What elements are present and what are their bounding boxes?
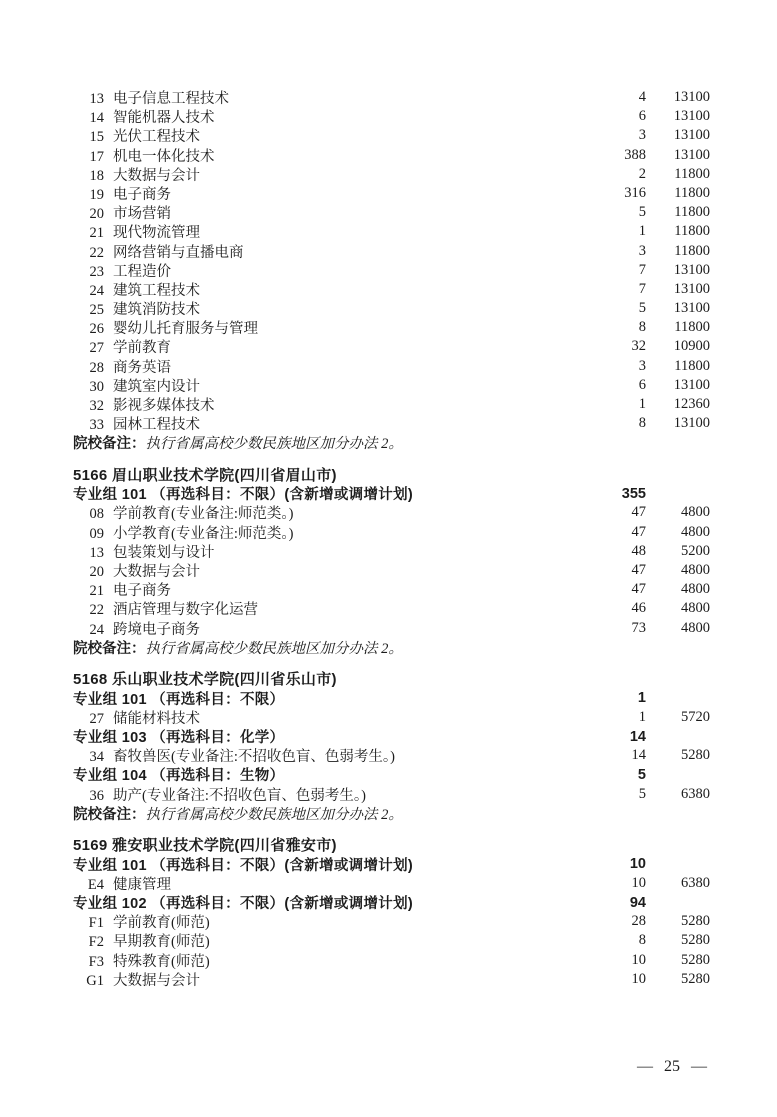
tuition-fee: 4800 — [681, 581, 710, 598]
plan-count: 8 — [638, 319, 646, 336]
school-title: 5168 乐山职业技术学院(四川省乐山市) — [73, 671, 337, 689]
major-row-left — [73, 145, 586, 166]
plan-count: 7 — [638, 261, 646, 278]
tuition-fee: 4800 — [681, 619, 710, 636]
plan-count: 6 — [638, 108, 646, 125]
major-name: 影视多媒体技术 — [113, 398, 215, 414]
major-code: 30 — [89, 378, 104, 395]
plan-count: 8 — [638, 932, 646, 949]
plan-table — [73, 87, 710, 988]
major-row — [73, 873, 710, 892]
plan-count: 73 — [631, 619, 646, 636]
tuition-fee: 11800 — [674, 165, 710, 182]
major-name: 储能材料技术 — [113, 710, 200, 727]
major-row — [73, 745, 710, 764]
school-remark-row — [73, 432, 710, 451]
major-code: 27 — [89, 710, 104, 727]
remark-label: 院校备注： — [73, 806, 146, 823]
major-code: 34 — [89, 749, 104, 766]
major-row — [73, 221, 710, 240]
major-name: 学前教育(专业备注:师范类。) — [113, 506, 294, 523]
major-row — [73, 375, 710, 394]
major-row — [73, 260, 710, 279]
tuition-fee: 11800 — [674, 223, 710, 240]
major-row — [73, 502, 710, 521]
major-row-left — [73, 522, 586, 543]
major-name: 现代物流管理 — [113, 225, 200, 242]
group-label: 专业组 101 （再选科目：不限）(含新增或调增计划) — [73, 487, 414, 504]
major-code: 15 — [89, 129, 104, 146]
major-row — [73, 618, 710, 637]
major-row-left — [73, 745, 586, 766]
major-row — [73, 87, 710, 106]
remark-text: 执行省属高校少数民族地区加分办法 2。 — [145, 806, 403, 823]
major-row — [73, 164, 710, 183]
plan-count: 2 — [638, 165, 646, 182]
major-name: 电子信息工程技术 — [113, 91, 229, 107]
major-row-left — [73, 221, 586, 242]
major-row-left — [73, 106, 586, 127]
major-row-left — [73, 241, 586, 262]
major-row-left — [73, 413, 586, 434]
major-name: 大数据与会计 — [113, 972, 200, 989]
major-row-left — [73, 394, 586, 415]
tuition-fee: 13100 — [673, 280, 710, 297]
tuition-fee: 11800 — [674, 184, 710, 201]
tuition-fee: 13100 — [673, 415, 710, 432]
major-code: 24 — [89, 282, 104, 299]
tuition-fee: 13100 — [673, 89, 710, 105]
plan-count: 47 — [631, 504, 646, 521]
major-row-left — [73, 930, 586, 951]
major-row-left — [73, 164, 586, 185]
group-plan-count: 5 — [637, 766, 646, 783]
tuition-fee: 5280 — [681, 951, 710, 968]
major-name: 早期教育(师范) — [113, 934, 210, 951]
tuition-fee: 12360 — [673, 396, 710, 412]
plan-count: 3 — [638, 127, 646, 144]
tuition-fee: 11800 — [674, 357, 710, 374]
major-name: 建筑室内设计 — [113, 378, 200, 395]
plan-count: 3 — [638, 357, 646, 374]
major-name: 智能机器人技术 — [113, 110, 215, 127]
major-row — [73, 356, 710, 375]
plan-count: 46 — [631, 600, 646, 617]
tuition-fee: 11800 — [674, 204, 710, 221]
major-name: 建筑消防技术 — [113, 302, 200, 319]
remark-label: 院校备注： — [73, 640, 146, 657]
major-name: 助产(专业备注:不招收色盲、色弱考生。) — [113, 787, 366, 804]
major-group-row — [73, 764, 710, 783]
tuition-fee: 6380 — [681, 785, 710, 802]
major-name: 市场营销 — [113, 206, 171, 223]
major-group-row — [73, 688, 710, 707]
major-code: 13 — [89, 91, 104, 107]
tuition-fee: 5280 — [681, 913, 710, 930]
major-name: 电子商务 — [113, 186, 171, 203]
major-row — [73, 560, 710, 579]
major-row — [73, 279, 710, 298]
school-remark — [73, 637, 710, 658]
plan-count: 7 — [638, 280, 646, 297]
major-code: 25 — [89, 302, 104, 319]
major-name: 包装策划与设计 — [113, 544, 215, 561]
major-row — [73, 125, 710, 144]
plan-count: 1 — [638, 223, 646, 240]
page-footer — [637, 1058, 707, 1076]
major-group-row — [73, 854, 710, 873]
major-name: 小学教育(专业备注:师范类。) — [113, 525, 294, 542]
plan-count: 10 — [631, 970, 646, 987]
tuition-fee: 13100 — [673, 300, 710, 317]
group-label: 专业组 102 （再选科目：不限）(含新增或调增计划) — [73, 896, 414, 912]
tuition-fee: 11800 — [674, 319, 710, 336]
major-row — [73, 784, 710, 803]
plan-count: 3 — [638, 242, 646, 259]
major-row-left — [73, 541, 586, 562]
major-row — [73, 707, 710, 726]
plan-count: 32 — [631, 338, 646, 355]
tuition-fee: 13100 — [673, 261, 710, 278]
major-name: 健康管理 — [113, 876, 171, 893]
school-remark — [73, 432, 710, 453]
major-row-left — [73, 598, 586, 619]
major-row — [73, 969, 710, 988]
major-code: 21 — [89, 225, 104, 242]
tuition-fee: 4800 — [681, 562, 710, 578]
major-row-left — [73, 560, 586, 581]
major-row-left — [73, 279, 586, 300]
major-code: 28 — [89, 359, 104, 376]
major-row-left — [73, 260, 586, 281]
major-row — [73, 413, 710, 432]
major-name: 商务英语 — [113, 359, 171, 376]
plan-count: 4 — [638, 89, 646, 105]
plan-count: 10 — [631, 874, 646, 891]
school-title: 5166 眉山职业技术学院(四川省眉山市) — [73, 467, 337, 485]
major-row-left — [73, 87, 586, 108]
major-row-left — [73, 502, 586, 523]
major-row-left — [73, 911, 586, 932]
plan-count: 388 — [624, 146, 646, 163]
group-plan-count: 14 — [629, 728, 646, 745]
major-row — [73, 598, 710, 617]
major-code: 09 — [89, 525, 104, 542]
major-code: 22 — [89, 244, 104, 261]
plan-count: 14 — [631, 747, 646, 764]
major-code: 23 — [89, 263, 104, 280]
major-row — [73, 106, 710, 125]
major-group-row — [73, 483, 710, 502]
school-remark-row — [73, 803, 710, 822]
plan-count: 48 — [631, 542, 646, 559]
tuition-fee: 10900 — [673, 338, 710, 355]
school-header-row — [73, 464, 710, 483]
major-name: 跨境电子商务 — [113, 621, 200, 638]
plan-count: 10 — [631, 951, 646, 968]
major-row-left — [73, 298, 586, 319]
tuition-fee: 13100 — [673, 376, 710, 393]
major-row-left — [73, 707, 586, 728]
tuition-fee: 5720 — [681, 708, 710, 725]
footer-dash-left: — — [637, 1058, 653, 1075]
major-group-row — [73, 726, 710, 745]
tuition-fee: 13100 — [673, 127, 710, 144]
plan-count: 47 — [631, 581, 646, 598]
major-name: 婴幼儿托育服务与管理 — [113, 321, 258, 338]
major-row — [73, 241, 710, 260]
major-name: 畜牧兽医(专业备注:不招收色盲、色弱考生。) — [113, 749, 395, 766]
major-row — [73, 579, 710, 598]
plan-count: 1 — [638, 396, 646, 412]
major-name: 特殊教育(师范) — [113, 953, 210, 970]
major-code: 33 — [89, 417, 104, 434]
group-plan-count: 355 — [621, 485, 646, 502]
major-row — [73, 930, 710, 949]
major-row — [73, 522, 710, 541]
major-row-left — [73, 202, 586, 223]
major-code: 27 — [89, 340, 104, 357]
major-row — [73, 541, 710, 560]
major-code: F1 — [88, 915, 104, 932]
major-code: E4 — [87, 876, 104, 893]
tuition-fee: 5280 — [681, 932, 710, 949]
major-code: F3 — [88, 953, 104, 970]
major-row — [73, 298, 710, 317]
tuition-fee: 5200 — [681, 542, 710, 559]
major-name: 网络营销与直播电商 — [113, 244, 244, 261]
major-code: G1 — [86, 972, 104, 989]
major-name: 机电一体化技术 — [113, 148, 215, 165]
major-code: 08 — [89, 506, 104, 523]
major-code: 32 — [89, 398, 104, 414]
major-code: 24 — [89, 621, 104, 638]
major-code: 20 — [89, 564, 104, 580]
major-code: 36 — [89, 787, 104, 804]
remark-label: 院校备注： — [73, 436, 146, 453]
group-plan-count: 94 — [629, 894, 646, 911]
tuition-fee: 13100 — [673, 146, 710, 163]
plan-count: 8 — [638, 415, 646, 432]
plan-count: 6 — [638, 376, 646, 393]
major-row-left — [73, 784, 586, 805]
plan-count: 316 — [624, 184, 646, 201]
major-code: 21 — [89, 583, 104, 600]
major-code: F2 — [88, 934, 104, 951]
major-row-left — [73, 125, 586, 146]
major-row-left — [73, 969, 586, 990]
group-label: 专业组 104 （再选科目：生物） — [73, 768, 285, 785]
major-group-row — [73, 892, 710, 911]
major-code: 13 — [89, 544, 104, 561]
major-row — [73, 394, 710, 413]
major-row-left — [73, 950, 586, 971]
major-row — [73, 317, 710, 336]
remark-text: 执行省属高校少数民族地区加分办法 2。 — [145, 436, 403, 453]
major-row — [73, 911, 710, 930]
major-row — [73, 950, 710, 969]
plan-count: 47 — [631, 562, 646, 578]
major-name: 大数据与会计 — [113, 564, 200, 580]
group-label: 专业组 101 （再选科目：不限）(含新增或调增计划) — [73, 857, 414, 874]
major-row-left — [73, 873, 586, 894]
major-code: 22 — [89, 602, 104, 619]
major-code: 20 — [89, 206, 104, 223]
group-label: 专业组 101 （再选科目：不限） — [73, 691, 285, 708]
major-name: 酒店管理与数字化运营 — [113, 602, 258, 619]
major-row — [73, 183, 710, 202]
school-remark-row — [73, 637, 710, 656]
major-row — [73, 336, 710, 355]
major-name: 建筑工程技术 — [113, 282, 200, 299]
tuition-fee: 6380 — [681, 874, 710, 891]
plan-count: 1 — [638, 708, 646, 725]
school-title: 5169 雅安职业技术学院(四川省雅安市) — [73, 837, 337, 855]
major-row-left — [73, 183, 586, 204]
major-row-left — [73, 336, 586, 357]
tuition-fee: 11800 — [674, 242, 710, 259]
school-header-row — [73, 834, 710, 853]
major-name: 大数据与会计 — [113, 167, 200, 184]
major-row-left — [73, 618, 586, 639]
plan-count: 47 — [631, 523, 646, 540]
plan-count: 5 — [638, 204, 646, 221]
major-name: 工程造价 — [113, 263, 171, 280]
group-plan-count: 10 — [629, 856, 646, 873]
major-code: 26 — [89, 321, 104, 338]
major-row-left — [73, 375, 586, 396]
major-name: 电子商务 — [113, 583, 171, 600]
group-plan-count: 1 — [637, 690, 646, 707]
tuition-fee: 5280 — [681, 747, 710, 764]
page-number: 25 — [664, 1058, 680, 1075]
group-label: 专业组 103 （再选科目：化学） — [73, 730, 285, 746]
tuition-fee: 4800 — [681, 504, 710, 521]
school-remark — [73, 803, 710, 824]
major-row — [73, 202, 710, 221]
footer-dash-right: — — [691, 1058, 707, 1075]
major-code: 19 — [89, 186, 104, 203]
major-row-left — [73, 317, 586, 338]
major-name: 园林工程技术 — [113, 417, 200, 434]
plan-count: 28 — [631, 913, 646, 930]
tuition-fee: 4800 — [681, 523, 710, 540]
major-code: 17 — [89, 148, 104, 165]
remark-text: 执行省属高校少数民族地区加分办法 2。 — [145, 640, 403, 657]
plan-count: 5 — [638, 785, 646, 802]
school-header-row — [73, 668, 710, 687]
major-name: 光伏工程技术 — [113, 129, 200, 146]
tuition-fee: 5280 — [681, 970, 710, 987]
tuition-fee: 13100 — [673, 108, 710, 125]
major-row-left — [73, 579, 586, 600]
major-code: 14 — [89, 110, 104, 127]
major-row-left — [73, 356, 586, 377]
tuition-fee: 4800 — [681, 600, 710, 617]
major-name: 学前教育(师范) — [113, 915, 210, 932]
major-code: 18 — [89, 167, 104, 184]
major-name: 学前教育 — [113, 340, 171, 357]
major-row — [73, 145, 710, 164]
plan-count: 5 — [638, 300, 646, 317]
